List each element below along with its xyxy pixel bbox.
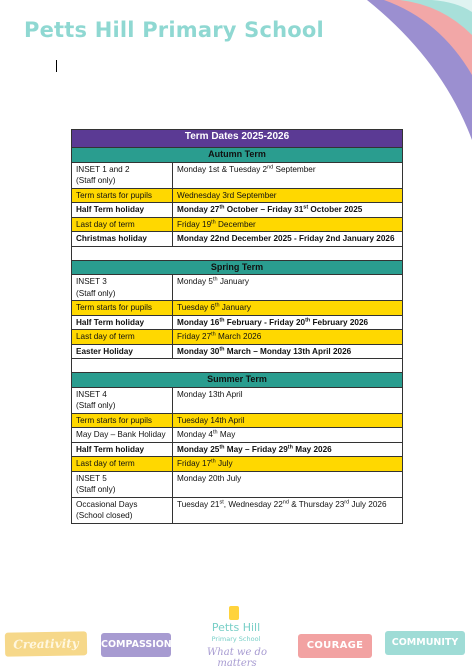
table-row bbox=[72, 275, 403, 301]
table-row bbox=[72, 387, 403, 413]
table-row bbox=[72, 457, 403, 472]
spring-term-heading: Spring Term bbox=[72, 260, 403, 275]
row-date: Friday 19th December bbox=[173, 217, 403, 232]
row-date: Monday 25th May – Friday 29th May 2026 bbox=[173, 442, 403, 457]
corner-decoration bbox=[322, 0, 472, 140]
row-label: INSET 1 and 2 (Staff only) bbox=[72, 162, 173, 188]
row-date: Monday 20th July bbox=[173, 471, 403, 497]
value-badge-community: COMMUNITY bbox=[385, 631, 465, 655]
row-date: Friday 27th March 2026 bbox=[173, 330, 403, 345]
row-date: Monday 13th April bbox=[173, 387, 403, 413]
summer-term-heading: Summer Term bbox=[72, 373, 403, 388]
row-date: Friday 17th July bbox=[173, 457, 403, 472]
autumn-term-heading: Autumn Term bbox=[72, 148, 403, 163]
text-cursor bbox=[56, 60, 57, 72]
row-date: Monday 30th March – Monday 13th April 2026 bbox=[173, 344, 403, 359]
table-row bbox=[72, 232, 403, 247]
value-badge-compassion: COMPASSION bbox=[101, 633, 171, 657]
value-badge-creativity: Creativity bbox=[5, 631, 87, 656]
table-row bbox=[72, 471, 403, 497]
row-label: Term starts for pupils bbox=[72, 413, 173, 428]
term-dates-table bbox=[71, 129, 403, 524]
table-row bbox=[72, 497, 403, 523]
table-row bbox=[72, 188, 403, 203]
row-label: Half Term holiday bbox=[72, 203, 173, 218]
row-label: Easter Holiday bbox=[72, 344, 173, 359]
spacer-row bbox=[72, 359, 403, 373]
row-label: INSET 4 (Staff only) bbox=[72, 387, 173, 413]
row-label: Last day of term bbox=[72, 217, 173, 232]
row-label: Last day of term bbox=[72, 457, 173, 472]
table-row bbox=[72, 344, 403, 359]
row-label: Half Term holiday bbox=[72, 442, 173, 457]
table-row bbox=[72, 330, 403, 345]
table-row bbox=[72, 162, 403, 188]
row-label: May Day – Bank Holiday bbox=[72, 428, 173, 443]
table-title: Term Dates 2025-2026 bbox=[72, 130, 403, 148]
table-row bbox=[72, 428, 403, 443]
row-label: Term starts for pupils bbox=[72, 301, 173, 316]
row-label: INSET 3 (Staff only) bbox=[72, 275, 173, 301]
row-date: Tuesday 6th January bbox=[173, 301, 403, 316]
spacer-row bbox=[72, 246, 403, 260]
table-row bbox=[72, 217, 403, 232]
table-row bbox=[72, 315, 403, 330]
row-date: Monday 16th February - Friday 20th February 2026 bbox=[173, 315, 403, 330]
row-label: INSET 5 (Staff only) bbox=[72, 471, 173, 497]
row-date: Monday 1st & Tuesday 2nd September bbox=[173, 162, 403, 188]
row-date: Monday 5th January bbox=[173, 275, 403, 301]
row-label: Christmas holiday bbox=[72, 232, 173, 247]
value-badge-courage: COURAGE bbox=[298, 634, 372, 658]
row-label: Occasional Days (School closed) bbox=[72, 497, 173, 523]
row-date: Monday 4th May bbox=[173, 428, 403, 443]
table-row bbox=[72, 203, 403, 218]
row-date: Tuesday 14th April bbox=[173, 413, 403, 428]
table-row bbox=[72, 301, 403, 316]
row-date: Monday 27th October – Friday 31st October 2025 bbox=[173, 203, 403, 218]
school-logo-icon bbox=[229, 606, 239, 620]
table-row bbox=[72, 413, 403, 428]
row-label: Half Term holiday bbox=[72, 315, 173, 330]
school-name: Petts Hill Primary School bbox=[24, 18, 324, 42]
row-date: Wednesday 3rd September bbox=[173, 188, 403, 203]
row-label: Term starts for pupils bbox=[72, 188, 173, 203]
footer-logo-subtitle: Primary School bbox=[211, 635, 261, 643]
table-row bbox=[72, 442, 403, 457]
row-label: Last day of term bbox=[72, 330, 173, 345]
row-date: Monday 22nd December 2025 - Friday 2nd January 2026 bbox=[173, 232, 403, 247]
footer-tagline: What we do matters bbox=[207, 647, 267, 669]
row-date: Tuesday 21st, Wednesday 22nd & Thursday 23rd July 2026 bbox=[173, 497, 403, 523]
footer-logo-name: Petts Hill bbox=[211, 621, 261, 634]
